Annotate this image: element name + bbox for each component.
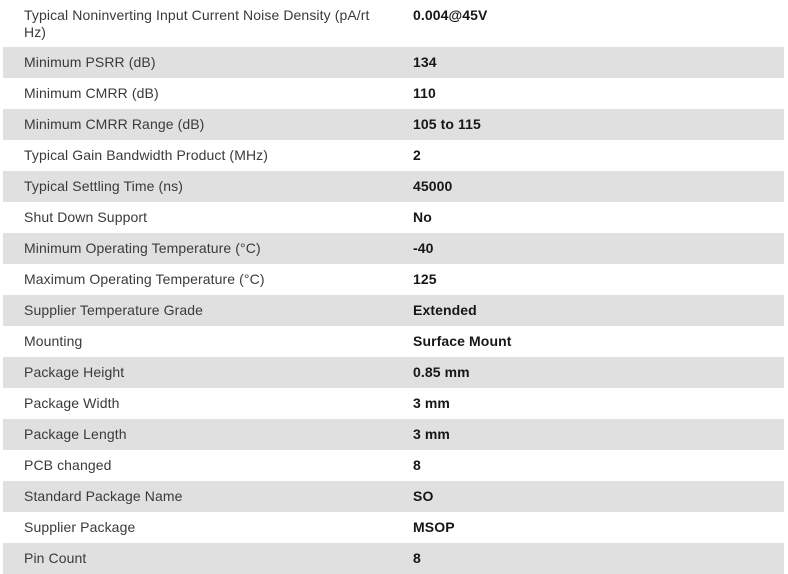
spec-row (3, 357, 784, 388)
spec-label: Shut Down Support (24, 208, 148, 225)
spec-value: 105 to 115 (413, 115, 481, 132)
spec-label: Supplier Package (24, 518, 136, 535)
spec-value: 110 (413, 84, 436, 101)
spec-label: Package Width (24, 394, 120, 411)
spec-row (3, 202, 784, 233)
spec-value: 8 (413, 549, 421, 566)
spec-label: Minimum CMRR Range (dB) (24, 115, 205, 132)
spec-value: 3 mm (413, 425, 450, 442)
spec-row (3, 388, 784, 419)
spec-row (3, 140, 784, 171)
spec-label: Minimum CMRR (dB) (24, 84, 159, 101)
spec-label: Supplier Temperature Grade (24, 301, 203, 318)
spec-row (3, 450, 784, 481)
spec-label: Maximum Operating Temperature (°C) (24, 270, 265, 287)
spec-row (3, 481, 784, 512)
spec-value: MSOP (413, 518, 455, 535)
spec-label: Package Height (24, 363, 125, 380)
spec-row (3, 512, 784, 543)
spec-value: Extended (413, 301, 477, 318)
spec-value: 3 mm (413, 394, 450, 411)
spec-label: Typical Noninverting Input Current Noise Density (pA/rt Hz) (24, 7, 370, 41)
spec-value: 125 (413, 270, 437, 287)
spec-row (3, 419, 784, 450)
spec-row (3, 543, 784, 574)
specifications-table (3, 0, 784, 574)
spec-value: SO (413, 487, 434, 504)
spec-label: Typical Settling Time (ns) (24, 177, 183, 194)
spec-value: 0.004@45V (413, 7, 488, 23)
spec-row (3, 47, 784, 78)
spec-row (3, 0, 784, 47)
spec-row (3, 295, 784, 326)
spec-label: Package Length (24, 425, 127, 442)
spec-label: Pin Count (24, 549, 87, 566)
spec-row (3, 78, 784, 109)
spec-row (3, 326, 784, 357)
spec-label: Standard Package Name (24, 487, 183, 504)
spec-label: Typical Gain Bandwidth Product (MHz) (24, 146, 269, 163)
spec-value: -40 (413, 239, 434, 256)
spec-row (3, 171, 784, 202)
spec-value: No (413, 208, 432, 225)
spec-value: 2 (413, 146, 421, 163)
spec-label: Minimum Operating Temperature (°C) (24, 239, 261, 256)
spec-row (3, 109, 784, 140)
spec-value: 134 (413, 53, 437, 70)
spec-row (3, 233, 784, 264)
spec-value: 8 (413, 456, 421, 473)
spec-label: PCB changed (24, 456, 112, 473)
spec-value: Surface Mount (413, 332, 512, 349)
spec-value: 0.85 mm (413, 363, 470, 380)
spec-row (3, 264, 784, 295)
spec-label: Minimum PSRR (dB) (24, 53, 156, 70)
spec-value: 45000 (413, 177, 453, 194)
spec-label: Mounting (24, 332, 83, 349)
